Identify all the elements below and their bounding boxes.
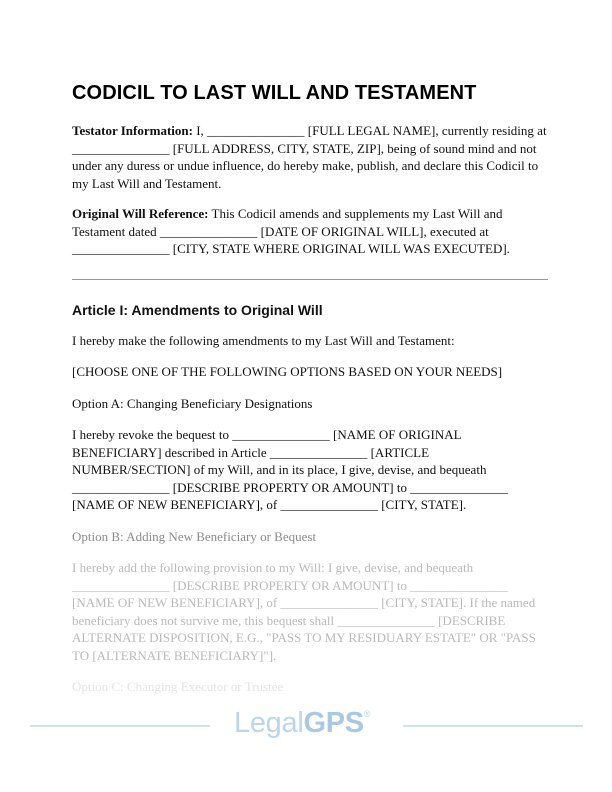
legalgps-logo	[234, 707, 370, 740]
option-c-title: Option C: Changing Executor or Trustee	[72, 679, 284, 694]
original-will-paragraph	[72, 205, 548, 258]
logo-text-bold: GPS	[303, 707, 364, 739]
original-will-label: Original Will Reference:	[72, 206, 209, 221]
choose-instruction: [CHOOSE ONE OF THE FOLLOWING OPTIONS BASED ON YOUR NEEDS]	[72, 364, 503, 379]
footer-line-right	[403, 725, 583, 727]
option-b-title: Option B: Adding New Beneficiary or Bequest	[72, 528, 317, 544]
article-1-intro: I hereby make the following amendments to my Last Will and Testament:	[72, 332, 455, 348]
testator-text: I, _______________ [FULL LEGAL NAME], currently residing at _______________ [FULL ADDRESS, CITY, STATE, ZIP], being of sound mind and not under any duress or undue influence, do hereby make, publish, and declare this Codicil to my Last Will and Testament.	[72, 123, 547, 191]
footer-line-left	[30, 725, 210, 727]
testator-paragraph	[72, 122, 548, 192]
original-will-text: This Codicil amends and supplements my Last Will and Testament dated _______________ [DATE OF ORIGINAL WILL], executed at _______________ [CITY, STATE WHERE ORIGINAL WILL WAS EXECUTED].	[72, 206, 510, 256]
option-b-text: I hereby add the following provision to my Will: I give, devise, and bequeath _______________ [DESCRIBE PROPERTY OR AMOUNT] to _______________ [NAME OF NEW BENEFICIARY], of _______________ [CITY, STATE]. If the named beneficiary does not survive me, this bequest shall _______________ [DESCRIBE ALTERNATE DISPOSITION, E.G., "PASS TO MY RESIDUARY ESTATE" OR "PASS TO [ALTERNATE BENEFICIARY]"].	[72, 560, 536, 663]
testator-label: Testator Information:	[72, 123, 193, 138]
document-title: CODICIL TO LAST WILL AND TESTAMENT	[72, 82, 477, 104]
section-divider	[72, 279, 548, 280]
article-1-heading: Article I: Amendments to Original Will	[72, 301, 323, 318]
brand-footer	[0, 706, 612, 746]
option-a-text: I hereby revoke the bequest to _______________ [NAME OF ORIGINAL BENEFICIARY] described in Article _______________ [ARTICLE NUMBER/SECTION] of my Will, and in its place, I give, devise, and bequeath _______________ [DESCRIBE PROPERTY OR AMOUNT] to _______________ [NAME OF NEW BENEFICIARY], of _______________ [CITY, STATE].	[72, 427, 508, 512]
logo-text-light: Legal	[234, 707, 304, 739]
document-page	[72, 82, 548, 696]
registered-mark: ®	[363, 709, 371, 719]
option-a-title: Option A: Changing Beneficiary Designations	[72, 395, 313, 411]
